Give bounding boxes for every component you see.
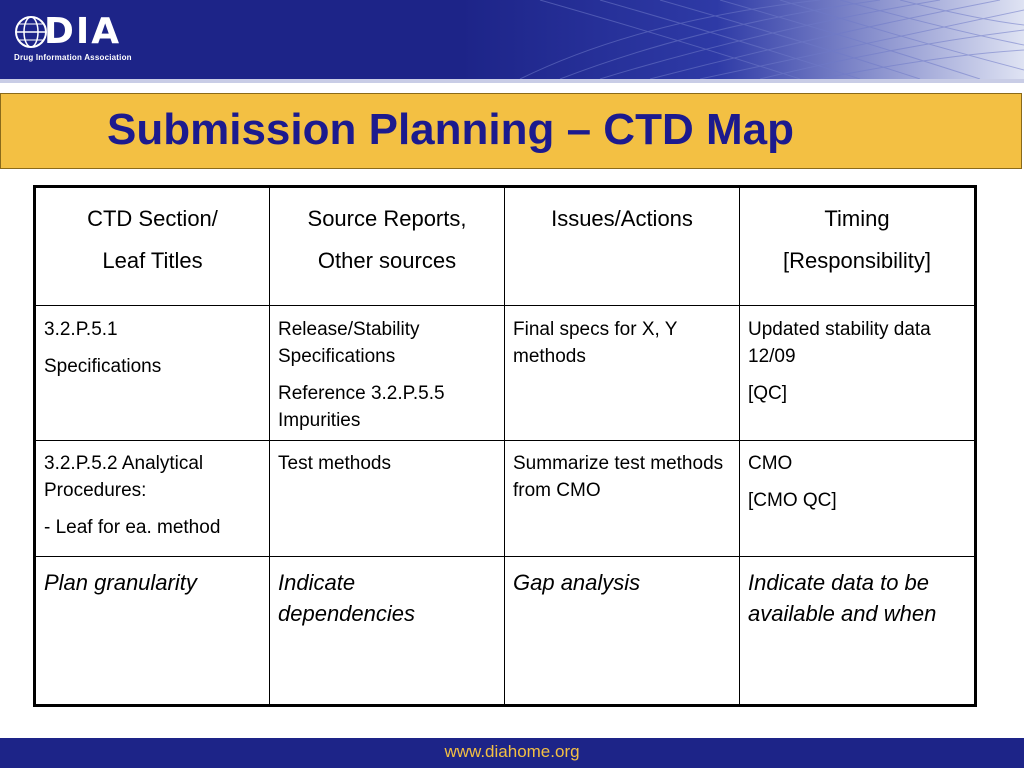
cell-text: Indicate data to be available and when (748, 570, 937, 626)
cell-text: Gap analysis (513, 570, 641, 595)
cell-text: [CMO QC] (748, 490, 837, 511)
table-cell (740, 557, 976, 706)
column-header-issues-actions (505, 187, 740, 306)
title-box (0, 93, 1022, 169)
footer-bar (0, 738, 1024, 768)
header-line: Source Reports, (307, 206, 467, 231)
header-banner (0, 0, 1024, 79)
table-row (35, 557, 976, 706)
cell-text: CMO (748, 453, 793, 474)
footer-website-link[interactable]: www.diahome.org (444, 742, 580, 761)
table-row (35, 441, 976, 557)
ctd-map-table (33, 185, 977, 707)
column-header-timing (740, 187, 976, 306)
column-header-source-reports (270, 187, 505, 306)
cell-text: Final specs for X, Y methods (513, 319, 678, 367)
banner-divider (0, 79, 1024, 83)
header-line: CTD Section/ (87, 206, 218, 231)
table-cell (505, 306, 740, 441)
logo-subtitle: Drug Information Association (14, 53, 132, 62)
cell-text: Test methods (278, 453, 391, 474)
table-cell (740, 441, 976, 557)
table-cell (505, 557, 740, 706)
table-cell (270, 441, 505, 557)
table-cell (35, 557, 270, 706)
table-cell (505, 441, 740, 557)
header-line: Other sources (317, 248, 457, 273)
cell-text: Reference 3.2.P.5.5 Impurities (278, 383, 445, 431)
cell-text: - Leaf for ea. method (44, 517, 221, 538)
cell-text: 3.2.P.5.2 Analytical Procedures: (44, 453, 204, 501)
table-header-row (35, 187, 976, 306)
cell-text: Updated stability data 12/09 (748, 319, 931, 367)
column-header-ctd-section (35, 187, 270, 306)
cell-text: [QC] (748, 383, 788, 404)
table-cell (35, 441, 270, 557)
dia-logo (14, 12, 154, 68)
header-line: Leaf Titles (102, 248, 203, 273)
header-line: Issues/Actions (551, 206, 693, 231)
cell-text: Release/Stability Specifications (278, 319, 420, 367)
table-cell (270, 306, 505, 441)
header-line: Timing (824, 206, 890, 231)
table-cell (270, 557, 505, 706)
cell-text: Indicate dependencies (278, 570, 416, 626)
table-cell (740, 306, 976, 441)
page-title: Submission Planning – CTD Map (107, 105, 794, 154)
logo-wordmark: DIA (44, 11, 122, 52)
table-cell (35, 306, 270, 441)
cell-text: Plan granularity (44, 570, 197, 595)
cell-text: Summarize test methods from CMO (513, 453, 724, 501)
cell-text: 3.2.P.5.1 (44, 319, 118, 340)
cell-text: Specifications (44, 356, 162, 377)
header-line: [Responsibility] (783, 248, 931, 273)
table-row (35, 306, 976, 441)
globe-icon (14, 14, 48, 54)
